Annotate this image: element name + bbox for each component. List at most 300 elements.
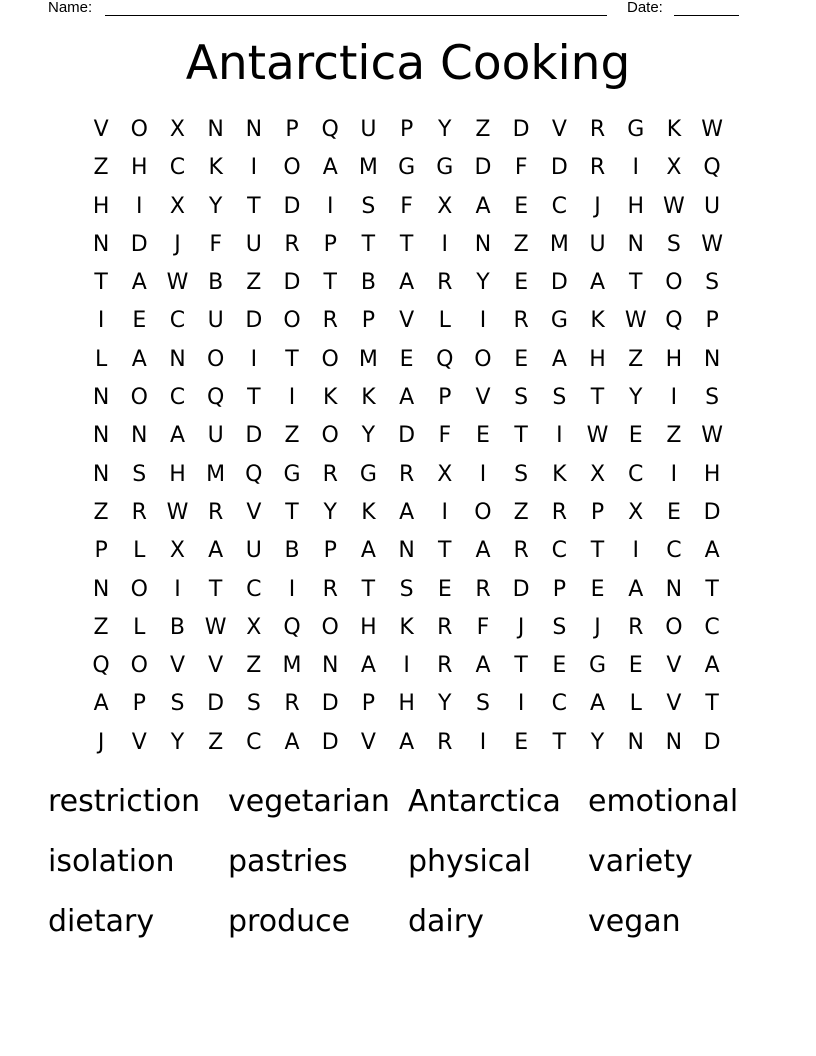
grid-letter[interactable]: H [665,346,683,372]
grid-letter[interactable]: X [169,193,185,219]
grid-letter[interactable]: K [323,385,338,411]
grid-letter[interactable]: C [246,576,262,602]
grid-letter[interactable]: R [284,231,300,257]
grid-letter[interactable]: N [92,423,110,449]
grid-letter[interactable]: G [627,117,645,142]
grid-letter[interactable]: D [512,576,530,602]
grid-letter[interactable]: A [704,538,720,564]
grid-letter[interactable]: X [666,155,682,181]
word-list-item: variety [588,844,693,879]
grid-letter[interactable]: U [245,538,262,564]
grid-letter[interactable]: Y [476,270,490,296]
grid-letter[interactable]: A [284,729,300,755]
grid-letter[interactable]: Z [628,346,644,372]
grid-letter[interactable]: N [207,117,224,142]
grid-letter[interactable]: D [474,155,492,181]
grid-letter[interactable]: N [92,231,110,257]
grid-letter[interactable]: Q [245,461,263,487]
grid-letter[interactable]: Q [206,385,225,411]
grid-letter[interactable]: L [133,614,146,640]
grid-letter[interactable]: P [705,308,719,334]
grid-letter[interactable]: F [400,193,413,219]
grid-letter[interactable]: Q [436,346,454,372]
grid-letter[interactable]: R [475,576,491,602]
grid-letter[interactable]: V [399,308,415,334]
grid-letter[interactable]: T [514,423,528,449]
grid-letter[interactable]: D [207,691,225,717]
grid-letter[interactable]: U [207,423,224,449]
grid-letter[interactable]: M [549,231,569,257]
grid-letter[interactable]: Z [513,231,529,257]
grid-letter[interactable]: Z [666,423,682,449]
grid-letter[interactable]: E [437,576,452,602]
grid-letter[interactable]: D [512,117,530,142]
grid-letter[interactable]: H [703,461,721,487]
grid-letter[interactable]: S [170,691,185,717]
grid-letter[interactable]: T [628,270,643,296]
grid-letter[interactable]: I [326,193,334,219]
grid-letter[interactable]: T [438,538,452,564]
grid-letter[interactable]: S [361,193,376,219]
grid-letter[interactable]: Q [92,653,110,679]
grid-letter[interactable]: N [131,423,148,449]
grid-letter[interactable]: D [245,423,263,449]
grid-letter[interactable]: R [398,461,415,487]
grid-letter[interactable]: F [514,155,528,181]
grid-letter[interactable]: I [250,346,258,372]
grid-letter[interactable]: B [169,614,186,640]
grid-letter[interactable]: G [589,653,607,679]
grid-letter[interactable]: M [358,155,378,181]
grid-letter[interactable]: C [169,155,186,181]
grid-letter[interactable]: P [94,538,108,564]
grid-letter[interactable]: K [552,461,567,487]
grid-letter[interactable]: Z [208,729,224,755]
grid-letter[interactable]: N [703,346,721,372]
grid-letter[interactable]: N [92,461,110,487]
grid-letter[interactable]: I [250,155,258,181]
grid-letter[interactable]: T [590,538,605,564]
grid-letter[interactable]: O [130,653,148,679]
grid-letter[interactable]: U [207,308,224,334]
grid-letter[interactable]: H [589,346,606,372]
grid-letter[interactable]: Y [438,691,452,717]
word-list-item: produce [228,904,351,939]
grid-letter[interactable]: P [438,385,452,411]
grid-letter[interactable]: Q [703,155,721,181]
grid-letter[interactable]: T [399,231,414,257]
grid-letter[interactable]: C [704,614,720,640]
grid-letter[interactable]: S [514,385,529,411]
grid-letter[interactable]: Q [665,308,683,334]
grid-letter[interactable]: L [438,308,451,334]
name-blank-line[interactable] [105,15,607,16]
grid-letter[interactable]: O [321,346,339,372]
grid-letter[interactable]: K [590,308,605,334]
word-list-row [48,837,778,897]
grid-letter[interactable]: B [208,270,224,296]
grid-letter[interactable]: S [246,691,261,717]
grid-letter[interactable]: E [590,576,605,602]
grid-letter[interactable]: D [550,270,568,296]
grid-letter[interactable]: C [628,461,644,487]
grid-letter[interactable]: W [586,423,609,449]
grid-letter[interactable]: O [665,614,683,640]
grid-letter[interactable]: O [283,308,301,334]
grid-letter[interactable]: U [245,231,262,257]
grid-row [82,226,732,264]
grid-letter[interactable]: R [589,155,606,181]
grid-letter[interactable]: X [169,117,185,142]
grid-letter[interactable]: Y [170,729,185,755]
grid-letter[interactable]: D [398,423,416,449]
grid-letter[interactable]: O [474,499,492,525]
grid-letter[interactable]: Y [590,729,605,755]
grid-letter[interactable]: S [132,461,147,487]
grid-letter[interactable]: W [624,308,647,334]
grid-letter[interactable]: I [441,499,449,525]
grid-letter[interactable]: N [665,576,683,602]
grid-letter[interactable]: T [247,385,261,411]
grid-letter[interactable]: R [437,653,453,679]
grid-letter[interactable]: I [632,538,639,564]
grid-letter[interactable]: J [97,729,105,755]
grid-letter[interactable]: D [130,231,148,257]
grid-letter[interactable]: A [360,538,376,564]
grid-letter[interactable]: T [285,346,299,372]
grid-letter[interactable]: E [628,653,643,679]
grid-letter[interactable]: H [627,193,644,219]
grid-letter[interactable]: V [475,385,491,411]
grid-letter[interactable]: R [551,499,567,525]
grid-letter[interactable]: W [204,614,227,640]
grid-letter[interactable]: R [322,576,338,602]
grid-letter[interactable]: C [169,385,186,411]
grid-letter[interactable]: X [246,614,262,640]
grid-letter[interactable]: S [514,461,529,487]
grid-letter[interactable]: N [92,576,110,602]
grid-letter[interactable]: Z [475,117,491,142]
grid-letter[interactable]: U [704,193,721,219]
grid-letter[interactable]: X [437,461,453,487]
grid-letter[interactable]: N [665,729,683,755]
grid-letter[interactable]: H [169,461,186,487]
grid-letter[interactable]: S [705,385,720,411]
grid-letter[interactable]: T [705,576,719,602]
grid-letter[interactable]: I [288,385,296,411]
word-list-item: Antarctica [408,784,561,819]
grid-letter[interactable]: K [361,499,376,525]
grid-letter[interactable]: I [479,308,487,334]
grid-letter[interactable]: P [132,691,146,717]
grid-letter[interactable]: Z [93,614,109,640]
grid-letter[interactable]: N [245,117,263,142]
grid-letter[interactable]: N [627,231,644,257]
grid-row [82,609,732,647]
grid-letter[interactable]: I [403,653,410,679]
grid-letter[interactable]: T [247,193,261,219]
grid-letter[interactable]: G [359,461,377,487]
grid-letter[interactable]: E [514,346,529,372]
grid-letter[interactable]: C [551,538,568,564]
grid-letter[interactable]: X [169,538,185,564]
grid-letter[interactable]: D [703,729,721,755]
date-blank-line[interactable] [674,15,739,16]
grid-letter[interactable]: J [174,231,181,257]
grid-letter[interactable]: Y [438,117,452,142]
grid-letter[interactable]: I [136,193,143,219]
grid-letter[interactable]: R [437,614,453,640]
grid-letter[interactable]: A [475,653,491,679]
grid-letter[interactable]: V [360,729,376,755]
grid-letter[interactable]: O [130,117,148,142]
grid-letter[interactable]: A [590,691,606,717]
grid-letter[interactable]: P [323,231,337,257]
grid-letter[interactable]: R [131,499,147,525]
grid-letter[interactable]: C [551,691,568,717]
grid-letter[interactable]: T [514,653,528,679]
grid-letter[interactable]: Y [361,423,376,449]
grid-letter[interactable]: E [628,423,643,449]
grid-letter[interactable]: A [551,346,567,372]
grid-letter[interactable]: R [437,270,453,296]
grid-letter[interactable]: Y [208,193,223,219]
grid-letter[interactable]: J [594,193,601,219]
grid-letter[interactable]: P [590,499,605,525]
grid-letter[interactable]: A [399,729,415,755]
grid-row [82,456,732,494]
grid-letter[interactable]: N [398,538,415,564]
grid-letter[interactable]: I [479,461,487,487]
grid-letter[interactable]: J [517,614,525,640]
grid-letter[interactable]: A [628,576,644,602]
grid-letter[interactable]: E [514,729,529,755]
grid-letter[interactable]: I [556,423,563,449]
grid-letter[interactable]: F [438,423,452,449]
grid-letter[interactable]: X [589,461,606,487]
grid-letter[interactable]: G [283,461,301,487]
grid-letter[interactable]: X [628,499,644,525]
grid-letter[interactable]: D [283,270,301,296]
grid-letter[interactable]: T [94,270,108,296]
grid-letter[interactable]: Q [321,117,339,142]
grid-letter[interactable]: T [590,385,605,411]
grid-letter[interactable]: Z [246,270,262,296]
grid-letter[interactable]: O [206,346,225,372]
grid-letter[interactable]: V [666,653,682,679]
grid-letter[interactable]: D [703,499,721,525]
grid-letter[interactable]: N [92,385,110,411]
grid-letter[interactable]: E [132,308,147,334]
grid-letter[interactable]: Q [283,614,301,640]
grid-letter[interactable]: B [284,538,300,564]
grid-letter[interactable]: S [399,576,414,602]
grid-letter[interactable]: T [361,231,376,257]
grid-letter[interactable]: P [323,538,337,564]
grid-letter[interactable]: W [701,231,723,257]
grid-letter[interactable]: A [322,155,338,181]
grid-letter[interactable]: C [246,729,262,755]
grid-letter[interactable]: O [130,576,148,602]
grid-letter[interactable]: D [283,193,301,219]
grid-letter[interactable]: N [169,346,186,372]
grid-letter[interactable]: A [399,270,415,296]
grid-letter[interactable]: W [701,423,723,449]
grid-letter[interactable]: S [475,691,490,717]
grid-letter[interactable]: E [399,346,414,372]
grid-letter[interactable]: H [92,193,110,219]
grid-letter[interactable]: E [514,270,529,296]
grid-letter[interactable]: I [174,576,181,602]
grid-letter[interactable]: K [208,155,223,181]
grid-letter[interactable]: H [131,155,148,181]
grid-letter[interactable]: R [513,538,529,564]
grid-letter[interactable]: P [552,576,566,602]
grid-letter[interactable]: R [208,499,224,525]
grid-letter[interactable]: I [517,691,525,717]
grid-letter[interactable]: Z [93,155,109,181]
grid-letter[interactable]: D [321,729,339,755]
grid-letter[interactable]: G [398,155,416,181]
grid-letter[interactable]: Z [513,499,529,525]
grid-letter[interactable]: Z [246,653,262,679]
grid-letter[interactable]: R [322,461,338,487]
grid-letter[interactable]: S [552,385,567,411]
grid-letter[interactable]: E [552,653,567,679]
grid-letter[interactable]: S [666,231,681,257]
grid-letter[interactable]: Z [284,423,300,449]
grid-letter[interactable]: D [321,691,339,717]
grid-letter[interactable]: L [629,691,642,717]
grid-letter[interactable]: D [245,308,263,334]
grid-letter[interactable]: W [166,499,189,525]
grid-letter[interactable]: T [552,729,567,755]
grid-letter[interactable]: R [589,117,606,142]
grid-letter[interactable]: Y [323,499,337,525]
grid-letter[interactable]: A [399,385,415,411]
grid-letter[interactable]: N [321,653,339,679]
grid-letter[interactable]: A [475,193,491,219]
grid-letter[interactable]: O [321,423,339,449]
grid-letter[interactable]: A [208,538,224,564]
grid-letter[interactable]: R [322,308,338,334]
grid-letter[interactable]: O [665,270,683,296]
grid-letter[interactable]: D [550,155,568,181]
grid-letter[interactable]: A [360,653,376,679]
grid-letter[interactable]: K [361,385,376,411]
grid-letter[interactable]: C [169,308,186,334]
grid-letter[interactable]: N [627,729,644,755]
grid-letter[interactable]: K [399,614,414,640]
grid-letter[interactable]: P [361,691,376,717]
grid-letter[interactable]: N [474,231,492,257]
grid-letter[interactable]: S [705,270,720,296]
grid-letter[interactable]: I [670,385,678,411]
grid-letter[interactable]: M [358,346,378,372]
grid-letter[interactable]: R [437,729,453,755]
grid-letter[interactable]: W [166,270,189,296]
grid-letter[interactable]: A [169,423,185,449]
grid-letter[interactable]: I [632,155,639,181]
grid-letter[interactable]: I [479,729,487,755]
grid-letter[interactable]: V [551,117,567,142]
grid-letter[interactable]: C [551,193,568,219]
word-list-row [48,777,778,837]
grid-letter[interactable]: T [323,270,337,296]
grid-letter[interactable]: A [399,499,415,525]
grid-letter[interactable]: B [360,270,376,296]
grid-letter[interactable]: T [208,576,223,602]
grid-letter[interactable]: O [130,385,148,411]
grid-letter[interactable]: X [437,193,453,219]
grid-letter[interactable]: V [93,117,109,142]
grid-letter[interactable]: T [705,691,719,717]
grid-letter[interactable]: C [666,538,682,564]
grid-letter[interactable]: Y [628,385,643,411]
grid-letter[interactable]: V [208,653,224,679]
grid-letter[interactable]: R [628,614,644,640]
grid-letter[interactable]: J [594,614,601,640]
grid-letter[interactable]: T [285,499,299,525]
grid-letter[interactable]: P [361,308,376,334]
grid-letter[interactable]: P [399,117,414,142]
grid-letter[interactable]: G [436,155,454,181]
grid-letter[interactable]: O [283,155,301,181]
grid-letter[interactable]: E [476,423,490,449]
grid-letter[interactable]: H [360,614,377,640]
grid-letter[interactable]: O [474,346,492,372]
grid-letter[interactable]: U [360,117,377,142]
grid-letter[interactable]: A [704,653,720,679]
grid-letter[interactable]: V [131,729,147,755]
grid-letter[interactable]: M [206,461,226,487]
grid-letter[interactable]: I [288,576,296,602]
grid-letter[interactable]: K [666,117,682,142]
grid-letter[interactable]: F [476,614,490,640]
grid-letter[interactable]: V [246,499,262,525]
grid-letter[interactable]: U [589,231,606,257]
grid-letter[interactable]: M [282,653,302,679]
worksheet-header [48,0,748,20]
grid-letter[interactable]: I [97,308,105,334]
grid-letter[interactable]: V [169,653,185,679]
grid-letter[interactable]: A [475,538,491,564]
grid-letter[interactable]: A [131,346,147,372]
grid-letter[interactable]: L [94,346,108,372]
grid-letter[interactable]: R [513,308,529,334]
grid-letter[interactable]: W [663,193,685,219]
grid-letter[interactable]: A [93,691,109,717]
grid-letter[interactable]: W [701,117,723,142]
grid-letter[interactable]: H [398,691,415,717]
grid-letter[interactable]: Z [93,499,109,525]
grid-letter[interactable]: F [209,231,222,257]
grid-letter[interactable]: A [131,270,147,296]
grid-letter[interactable]: R [284,691,300,717]
grid-letter[interactable]: O [321,614,339,640]
grid-letter[interactable]: A [590,270,606,296]
grid-letter[interactable]: I [441,231,449,257]
grid-letter[interactable]: I [670,461,678,487]
grid-letter[interactable]: V [666,691,682,717]
grid-letter[interactable]: L [133,538,146,564]
grid-letter[interactable]: P [285,117,299,142]
grid-letter[interactable]: E [514,193,529,219]
grid-letter[interactable]: S [552,614,567,640]
grid-letter[interactable]: E [666,499,681,525]
grid-letter[interactable]: T [361,576,376,602]
grid-letter[interactable]: G [550,308,568,334]
